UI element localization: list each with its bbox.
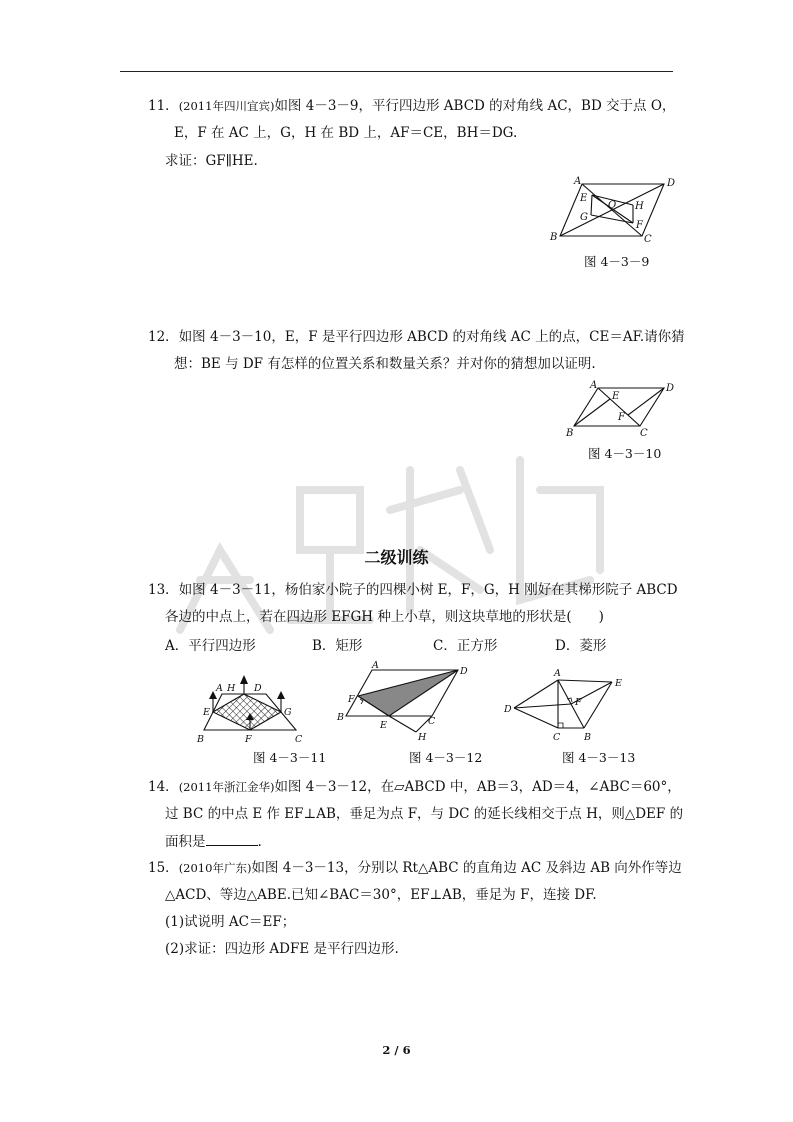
q14-line-2: 过 BC 的中点 E 作 EF⊥AB，垂足为点 F，与 DC 的延长线相交于点 H，则△DEF 的	[165, 806, 684, 822]
page-number: 2 / 6	[382, 1043, 411, 1057]
q14-text-1: 如图 4－3－12，在▱ABCD 中，AB＝3，AD＝4，∠ABC＝60°，	[274, 779, 681, 795]
fig12-label-f: F	[348, 694, 355, 705]
fig-caption-4-3-11: 图 4－3－11	[253, 750, 327, 765]
q14-number: 14．	[148, 779, 179, 795]
fig12-label-e: E	[380, 720, 387, 731]
fig12-label-d: D	[460, 666, 468, 677]
q14-text-3: 面积是	[165, 834, 206, 850]
fig10-label-c: C	[640, 428, 648, 438]
fig13-label-f: F	[575, 697, 582, 708]
q12-line-1	[148, 327, 685, 347]
fig10-label-a: A	[590, 380, 598, 391]
fig9-label-a: A	[574, 176, 582, 187]
q12-number: 12．	[148, 329, 179, 345]
q14-answer-blank[interactable]	[206, 831, 258, 846]
fig10-label-d: D	[666, 383, 675, 394]
figure-4-3-11	[194, 672, 306, 744]
fig12-label-b: B	[337, 712, 344, 723]
fig11-label-b: B	[197, 734, 204, 744]
q11-source: (2011年四川宜宾)	[178, 99, 275, 113]
fig10-label-e: E	[612, 391, 620, 402]
q11-line-3: 求证：GF∥HE.	[165, 153, 258, 169]
q13-option-c[interactable]: C．正方形	[433, 638, 498, 654]
fig11-label-d: D	[254, 683, 262, 694]
q13-option-d[interactable]: D．菱形	[555, 638, 607, 654]
fig9-label-e: E	[580, 193, 588, 204]
q14-line-1	[148, 777, 681, 797]
fig9-label-d: D	[667, 178, 676, 189]
fig13-label-c: C	[553, 732, 561, 743]
fig11-label-g: G	[284, 707, 292, 718]
q11-line-1	[148, 96, 675, 116]
fig9-label-h: H	[635, 201, 644, 212]
fig13-label-d: D	[504, 704, 512, 715]
fig13-label-e: E	[615, 678, 622, 689]
fig10-label-f: F	[618, 412, 625, 423]
q14-text-3-end: .	[257, 834, 262, 850]
figure-4-3-12	[334, 660, 474, 744]
figure-4-3-10	[560, 378, 680, 438]
q15-line-1	[148, 858, 682, 878]
q15-line-4: (2)求证：四边形 ADFE 是平行四边形.	[165, 941, 399, 957]
fig10-label-b: B	[566, 428, 574, 438]
fig-caption-4-3-13: 图 4－3－13	[562, 750, 636, 765]
fig-caption-4-3-10: 图 4－3－10	[588, 446, 662, 461]
fig11-label-f: F	[245, 734, 252, 744]
q13-line-2: 各边的中点上，若在四边形 EFGH 种上小草，则这块草地的形状是( )	[165, 609, 604, 625]
q15-line-2: △ACD、等边△ABE.已知∠BAC＝30°，EF⊥AB，垂足为 F，连接 DF.	[165, 887, 597, 903]
fig11-label-c: C	[295, 734, 303, 744]
fig13-label-a: A	[554, 668, 561, 679]
header-rule	[120, 71, 673, 72]
fig-caption-4-3-9: 图 4－3－9	[584, 254, 650, 269]
q12-text-1: 如图 4－3－10，E，F 是平行四边形 ABCD 的对角线 AC 上的点，CE＝AF.请你猜	[178, 329, 685, 345]
q15-text-1: 如图 4－3－13，分别以 Rt△ABC 的直角边 AC 及斜边 AB 向外作等边	[251, 860, 682, 876]
fig13-label-b: B	[584, 732, 591, 743]
q11-line-2: E，F 在 AC 上，G，H 在 BD 上，AF＝CE，BH＝DG.	[174, 125, 518, 141]
fig-caption-4-3-12: 图 4－3－12	[409, 750, 483, 765]
q14-source: (2011年浙江金华)	[178, 780, 275, 794]
fig12-label-c: C	[428, 716, 436, 727]
q12-line-2: 想：BE 与 DF 有怎样的位置关系和数量关系？并对你的猜想加以证明.	[174, 356, 596, 372]
fig9-label-f: F	[636, 220, 643, 231]
q13-line-1	[148, 580, 678, 600]
section-title: 二级训练	[364, 548, 429, 567]
q13-option-b[interactable]: B．矩形	[312, 638, 363, 654]
fig9-label-b: B	[550, 232, 558, 243]
figure-4-3-13	[500, 662, 632, 744]
q15-line-3: (1)试说明 AC＝EF；	[165, 914, 296, 930]
fig9-label-g: G	[580, 212, 588, 223]
q13-text-1: 如图 4－3－11，杨伯家小院子的四棵小树 E，F，G，H 刚好在其梯形院子 ABCD	[178, 582, 678, 598]
fig11-label-h: H	[227, 683, 236, 694]
fig9-label-o: O	[608, 200, 617, 211]
fig11-label-a: A	[216, 683, 223, 694]
q13-number: 13．	[148, 582, 179, 598]
fig9-label-c: C	[644, 234, 652, 245]
q13-option-a[interactable]: A．平行四边形	[165, 638, 256, 654]
fig11-label-e: E	[203, 707, 210, 718]
fig12-label-a: A	[372, 660, 379, 671]
fig12-label-h: H	[418, 732, 427, 743]
q14-line-3	[165, 831, 262, 852]
q15-number: 15．	[148, 860, 179, 876]
q11-text-1: 如图 4－3－9，平行四边形 ABCD 的对角线 AC，BD 交于点 O，	[274, 98, 676, 114]
q11-number: 11．	[148, 98, 179, 114]
q15-source: (2010年广东)	[178, 861, 252, 875]
figure-4-3-9	[540, 172, 680, 247]
